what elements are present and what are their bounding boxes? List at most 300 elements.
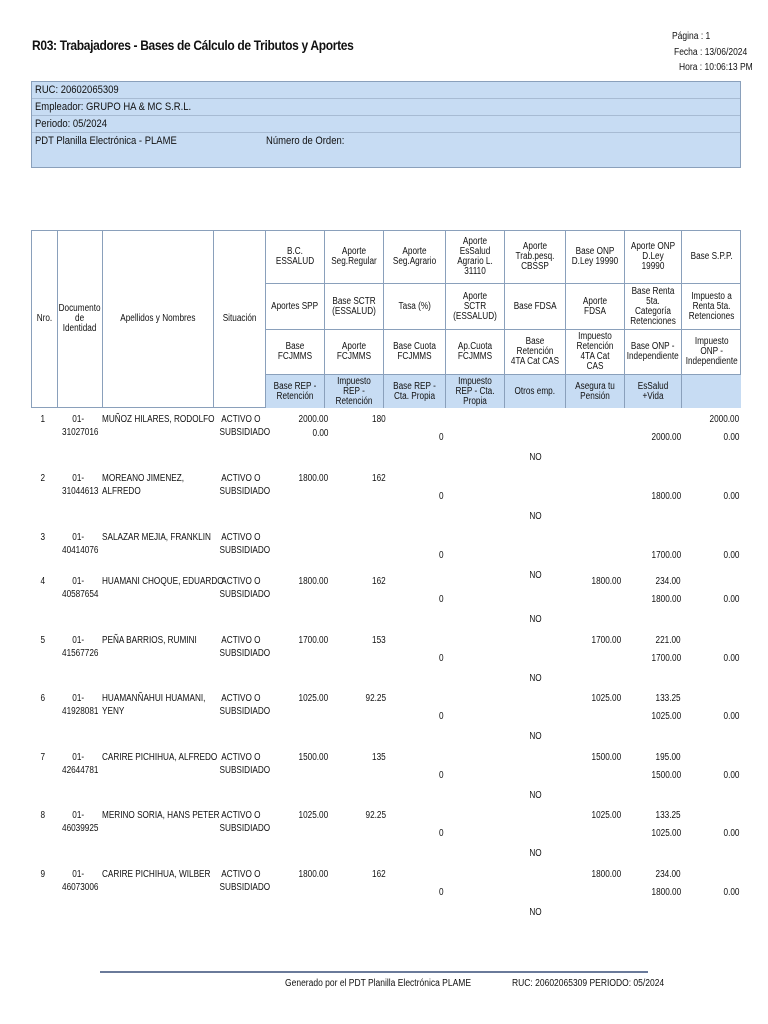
cell-value: 4 xyxy=(40,576,46,587)
cell-base-onp xyxy=(567,693,621,705)
cell-seg-regular xyxy=(334,576,386,588)
page-number: Página : 1 xyxy=(672,31,711,42)
cell-seg-regular xyxy=(334,635,386,647)
cell-doc2 xyxy=(58,427,98,439)
header-row1-col-3 xyxy=(384,231,446,284)
cell-value: 0.00 xyxy=(723,887,739,898)
cell-value: NO xyxy=(528,614,542,625)
footer-divider xyxy=(100,971,648,973)
cell-value: 1500.00 xyxy=(298,752,328,763)
cell-sit1 xyxy=(214,635,268,647)
cell-sit2 xyxy=(214,427,271,439)
header-label: Aporte FCJMMS xyxy=(336,341,372,362)
header-label: Base Retención 4TA Cat CAS xyxy=(510,336,560,367)
report-title: R03: Trabajadores - Bases de Cálculo de Tributos y Aportes xyxy=(32,37,354,53)
cell-nro xyxy=(35,693,51,705)
cell-value: ACTIVO O xyxy=(221,752,261,763)
header-situacion xyxy=(214,231,266,408)
cell-seg-regular xyxy=(334,869,386,881)
cell-nro xyxy=(35,576,51,588)
header-nro-label: Nro. xyxy=(36,313,53,324)
cell-value: 1025.00 xyxy=(298,693,328,704)
header-label: Aporte EsSalud Agrario L. 31110 xyxy=(457,236,493,277)
cell-value: 1800.00 xyxy=(651,594,681,605)
cell-value: 92.25 xyxy=(365,810,386,821)
cell-value: 195.00 xyxy=(655,752,681,763)
cell-value: SUBSIDIADO xyxy=(219,545,271,556)
cell-doc2 xyxy=(58,648,98,660)
cell-doc2 xyxy=(58,486,98,498)
cell-base-onp xyxy=(567,869,621,881)
header-label: Aporte Trab.pesq. CBSSP xyxy=(515,241,555,272)
cell-value: 40414076 xyxy=(62,545,99,556)
cell-value: SUBSIDIADO xyxy=(219,882,271,893)
cell-aporte-onp xyxy=(627,576,681,588)
cell-value: 1025.00 xyxy=(591,810,621,821)
cell-seg-regular xyxy=(334,810,386,822)
cell-value: 0.00 xyxy=(723,711,739,722)
cell-value: NO xyxy=(528,452,542,463)
cell-base-renta5 xyxy=(627,594,681,606)
cell-value: 1800.00 xyxy=(651,491,681,502)
cell-base-spp xyxy=(685,810,739,822)
cell-aportes-spp xyxy=(274,824,328,836)
cell-value: 133.25 xyxy=(655,810,681,821)
header-label: Base FDSA xyxy=(513,300,557,312)
cell-value: CARIRE PICHIHUA, WILBER xyxy=(102,869,211,880)
cell-value: CARIRE PICHIHUA, ALFREDO xyxy=(102,752,218,763)
cell-value: 1700.00 xyxy=(651,550,681,561)
header-label: Otros emp. xyxy=(514,385,556,397)
cell-value: HUAMANI CHOQUE, EDUARDO xyxy=(102,576,224,587)
cell-value: 01- xyxy=(72,532,84,543)
cell-value: 01- xyxy=(72,693,84,704)
cell-imp-renta5 xyxy=(685,711,739,723)
cell-value: 0 xyxy=(439,432,444,443)
cell-value: 1 xyxy=(40,414,46,425)
cell-aportes-spp xyxy=(274,487,328,499)
cell-value: 01- xyxy=(72,414,84,425)
cell-base-spp xyxy=(685,752,739,764)
cell-sit1 xyxy=(214,473,268,485)
cell-value: 153 xyxy=(372,635,386,646)
header-documento xyxy=(58,231,103,408)
cell-value: 3 xyxy=(40,532,46,543)
cell-value: 42644781 xyxy=(62,765,99,776)
cell-doc1 xyxy=(58,869,98,881)
cell-value: 1800.00 xyxy=(591,576,621,587)
cell-aporte-onp xyxy=(627,473,681,485)
cell-value: 1800.00 xyxy=(298,473,328,484)
cell-doc1 xyxy=(58,473,98,485)
cell-base-onp xyxy=(567,810,621,822)
cell-value: 0.00 xyxy=(723,550,739,561)
cell-value: 0 xyxy=(439,770,444,781)
cell-sit1 xyxy=(214,869,268,881)
header-row4-col-4 xyxy=(446,375,505,408)
cell-aporte-onp xyxy=(627,810,681,822)
cell-base-renta5 xyxy=(627,887,681,899)
header-row3-col-4 xyxy=(446,330,505,375)
cell-imp-renta5 xyxy=(685,594,739,606)
cell-tasa xyxy=(396,770,444,782)
cell-value: 1500.00 xyxy=(651,770,681,781)
cell-base-spp xyxy=(685,414,739,426)
cell-nro xyxy=(35,473,51,485)
cell-doc1 xyxy=(58,752,98,764)
cell-value: 8 xyxy=(40,810,46,821)
cell-value: 0.00 xyxy=(723,828,739,839)
cell-tasa xyxy=(396,491,444,503)
cell-base-onp xyxy=(567,473,621,485)
header-label: Impuesto Retención 4TA Cat CAS xyxy=(576,331,614,372)
cell-value: 9 xyxy=(40,869,46,880)
cell-bc-essalud xyxy=(274,576,328,588)
cell-value: 6 xyxy=(40,693,46,704)
cell-aportes-spp xyxy=(274,428,328,440)
cell-bc-essalud xyxy=(274,810,328,822)
cell-value: 1800.00 xyxy=(298,869,328,880)
cell-aporte-onp xyxy=(627,532,681,544)
header-label: Base REP - Cta. Propia xyxy=(393,380,436,402)
cell-value: 0 xyxy=(439,653,444,664)
header-row4-col-2 xyxy=(325,375,384,408)
header-label: Asegura tu Pensión xyxy=(575,380,615,402)
footer-ruc-period: RUC: 20602065309 PERIODO: 05/2024 xyxy=(512,978,665,989)
header-label: B.C. ESSALUD xyxy=(275,246,315,267)
cell-base-onp xyxy=(567,532,621,544)
cell-value: 221.00 xyxy=(655,635,681,646)
header-label: Aporte FDSA xyxy=(582,295,608,317)
cell-value: ACTIVO O xyxy=(221,532,261,543)
header-row1-col-2 xyxy=(325,231,384,284)
cell-bc-essalud xyxy=(274,869,328,881)
cell-seg-regular xyxy=(334,473,386,485)
info-row-ruc xyxy=(32,82,740,99)
cell-otros-emp xyxy=(505,570,565,582)
cell-value: HUAMANÑAHUI HUAMANI, xyxy=(102,693,206,704)
cell-base-renta5 xyxy=(627,491,681,503)
cell-aporte-onp xyxy=(627,414,681,426)
cell-value: MUÑOZ HILARES, RODOLFO xyxy=(102,414,215,425)
cell-value: 1700.00 xyxy=(591,635,621,646)
info-row-period xyxy=(32,116,740,133)
cell-aportes-spp xyxy=(274,546,328,558)
cell-base-spp xyxy=(685,693,739,705)
header-label: Base ONP D.Ley 19990 xyxy=(571,246,619,267)
cell-bc-essalud xyxy=(274,473,328,485)
header-row4-col-8 xyxy=(682,375,741,408)
cell-value: 0.00 xyxy=(312,428,328,439)
cell-value: SUBSIDIADO xyxy=(219,706,271,717)
cell-nro xyxy=(35,752,51,764)
cell-value: NO xyxy=(528,848,542,859)
cell-sit1 xyxy=(214,532,268,544)
header-row2-col-2 xyxy=(325,284,384,330)
cell-value: 1800.00 xyxy=(651,887,681,898)
cell-base-renta5 xyxy=(627,770,681,782)
header-row4-col-7 xyxy=(625,375,682,408)
cell-base-onp xyxy=(567,414,621,426)
cell-bc-essalud xyxy=(274,752,328,764)
header-label: Base ONP - Independiente xyxy=(627,341,680,362)
cell-value: 2 xyxy=(40,473,46,484)
header-label: Aporte SCTR (ESSALUD) xyxy=(453,290,497,322)
cell-value: 31027016 xyxy=(62,427,99,438)
cell-tasa xyxy=(396,432,444,444)
order-number-label: Número de Orden: xyxy=(266,135,345,147)
header-row3-col-3 xyxy=(384,330,446,375)
cell-value: SUBSIDIADO xyxy=(219,427,271,438)
period-text: Periodo: 05/2024 xyxy=(35,118,108,130)
header-row2-col-7 xyxy=(625,284,682,330)
cell-bc-essalud xyxy=(274,414,328,426)
report-date: Fecha : 13/06/2024 xyxy=(674,47,748,58)
cell-value: NO xyxy=(528,907,542,918)
cell-value: 01- xyxy=(72,869,84,880)
cell-value: 1025.00 xyxy=(651,828,681,839)
cell-base-renta5 xyxy=(627,828,681,840)
cell-value: SUBSIDIADO xyxy=(219,765,271,776)
cell-doc2 xyxy=(58,706,98,718)
cell-value: 41928081 xyxy=(62,706,99,717)
cell-tasa xyxy=(396,711,444,723)
cell-sit2 xyxy=(214,823,271,835)
header-label: Impuesto REP - Retención xyxy=(335,375,373,407)
cell-value: 0.00 xyxy=(723,770,739,781)
cell-base-spp xyxy=(685,869,739,881)
cell-aportes-spp xyxy=(274,707,328,719)
pdt-text: PDT Planilla Electrónica - PLAME xyxy=(35,135,177,147)
cell-nro xyxy=(35,869,51,881)
info-row-pdt xyxy=(32,133,740,150)
cell-base-renta5 xyxy=(627,711,681,723)
header-row1-col-7 xyxy=(625,231,682,284)
cell-value: SUBSIDIADO xyxy=(219,589,271,600)
cell-tasa xyxy=(396,887,444,899)
cell-value: 2000.00 xyxy=(298,414,328,425)
cell-value: 31044613 xyxy=(62,486,99,497)
cell-value: SUBSIDIADO xyxy=(219,823,271,834)
cell-value: ALFREDO xyxy=(102,486,141,497)
ruc-text: RUC: 20602065309 xyxy=(35,84,119,96)
header-row3-col-7 xyxy=(625,330,682,375)
cell-otros-emp xyxy=(505,907,565,919)
cell-bc-essalud xyxy=(274,532,328,544)
cell-sit1 xyxy=(214,752,268,764)
cell-value: SALAZAR MEJIA, FRANKLIN xyxy=(102,532,211,543)
cell-imp-renta5 xyxy=(685,770,739,782)
cell-seg-regular xyxy=(334,752,386,764)
cell-base-spp xyxy=(685,576,739,588)
employer-text: Empleador: GRUPO HA & MC S.R.L. xyxy=(35,101,192,113)
cell-tasa xyxy=(396,653,444,665)
cell-value: 0 xyxy=(439,550,444,561)
cell-value: 46073006 xyxy=(62,882,99,893)
cell-value: 0.00 xyxy=(723,432,739,443)
cell-aportes-spp xyxy=(274,883,328,895)
cell-seg-regular xyxy=(334,414,386,426)
cell-otros-emp xyxy=(505,790,565,802)
cell-value: 01- xyxy=(72,752,84,763)
cell-value: NO xyxy=(528,570,542,581)
cell-nro xyxy=(35,635,51,647)
cell-value: 0 xyxy=(439,828,444,839)
cell-aporte-onp xyxy=(627,869,681,881)
cell-aporte-onp xyxy=(627,635,681,647)
header-label: EsSalud +Vida xyxy=(637,380,669,402)
cell-value: ACTIVO O xyxy=(221,635,261,646)
cell-value: ACTIVO O xyxy=(221,414,261,425)
cell-value: 7 xyxy=(40,752,46,763)
cell-base-onp xyxy=(567,752,621,764)
header-label: Ap.Cuota FCJMMS xyxy=(457,341,493,362)
header-label: Impuesto ONP - Independiente xyxy=(685,336,738,367)
cell-doc1 xyxy=(58,414,98,426)
cell-base-renta5 xyxy=(627,550,681,562)
cell-value: SUBSIDIADO xyxy=(219,486,271,497)
cell-sit1 xyxy=(214,414,268,426)
cell-value: ACTIVO O xyxy=(221,473,261,484)
cell-sit2 xyxy=(214,545,271,557)
cell-value: ACTIVO O xyxy=(221,693,261,704)
header-row1-col-8 xyxy=(682,231,741,284)
header-row2-col-4 xyxy=(446,284,505,330)
cell-doc2 xyxy=(58,589,98,601)
cell-value: MOREANO JIMENEZ, xyxy=(102,473,185,484)
cell-doc2 xyxy=(58,545,98,557)
cell-base-onp xyxy=(567,635,621,647)
cell-aportes-spp xyxy=(274,590,328,602)
header-row4-col-6 xyxy=(566,375,625,408)
cell-sit2 xyxy=(214,765,271,777)
header-label: Aporte Seg.Regular xyxy=(331,246,377,267)
header-row2-col-3 xyxy=(384,284,446,330)
info-row-employer xyxy=(32,99,740,116)
cell-value: MERINO SORIA, HANS PETER xyxy=(102,810,220,821)
cell-value: 1025.00 xyxy=(651,711,681,722)
cell-value: 01- xyxy=(72,473,84,484)
cell-sit1 xyxy=(214,693,268,705)
cell-otros-emp xyxy=(505,673,565,685)
cell-value: 162 xyxy=(372,473,386,484)
header-label: Tasa (%) xyxy=(398,300,431,312)
cell-bc-essalud xyxy=(274,693,328,705)
cell-sit2 xyxy=(214,648,271,660)
cell-sit1 xyxy=(214,576,268,588)
cell-imp-renta5 xyxy=(685,432,739,444)
cell-value: 1500.00 xyxy=(591,752,621,763)
header-row3-col-8 xyxy=(682,330,741,375)
header-apellidos-nombres-label: Apellidos y Nombres xyxy=(120,313,196,324)
cell-sit1 xyxy=(214,810,268,822)
cell-value: 0 xyxy=(439,887,444,898)
cell-imp-renta5 xyxy=(685,491,739,503)
cell-value: 46039925 xyxy=(62,823,99,834)
header-label: Aporte Seg.Agrario xyxy=(392,246,437,267)
cell-value: NO xyxy=(528,790,542,801)
header-nro xyxy=(32,231,58,408)
cell-otros-emp xyxy=(505,511,565,523)
cell-value: 0 xyxy=(439,594,444,605)
cell-value: 1025.00 xyxy=(591,693,621,704)
cell-bc-essalud xyxy=(274,635,328,647)
header-row1-col-1 xyxy=(266,231,325,284)
cell-doc1 xyxy=(58,810,98,822)
header-row3-col-5 xyxy=(505,330,566,375)
header-row2-col-8 xyxy=(682,284,741,330)
report-time: Hora : 10:06:13 PM xyxy=(679,62,753,73)
cell-value: 92.25 xyxy=(365,693,386,704)
cell-base-spp xyxy=(685,635,739,647)
cell-base-spp xyxy=(685,532,739,544)
header-row3-col-1 xyxy=(266,330,325,375)
cell-tasa xyxy=(396,594,444,606)
header-label: Base S.P.P. xyxy=(690,251,733,262)
header-row1-col-6 xyxy=(566,231,625,284)
cell-value: 0 xyxy=(439,491,444,502)
cell-aportes-spp xyxy=(274,649,328,661)
header-documento-label: Documento de Identidad xyxy=(59,303,101,334)
footer-generated: Generado por el PDT Planilla Electrónica PLAME xyxy=(285,978,472,989)
cell-sit2 xyxy=(214,589,271,601)
cell-seg-regular xyxy=(334,693,386,705)
header-label: Base SCTR (ESSALUD) xyxy=(332,295,376,317)
cell-value: 0.00 xyxy=(723,653,739,664)
cell-value: 2000.00 xyxy=(709,414,739,425)
cell-value: 135 xyxy=(372,752,386,763)
cell-imp-renta5 xyxy=(685,550,739,562)
cell-aporte-onp xyxy=(627,693,681,705)
cell-seg-regular xyxy=(334,532,386,544)
header-label: Aportes SPP xyxy=(271,300,319,312)
cell-base-renta5 xyxy=(627,653,681,665)
cell-imp-renta5 xyxy=(685,828,739,840)
cell-value: SUBSIDIADO xyxy=(219,648,271,659)
cell-doc2 xyxy=(58,882,98,894)
cell-otros-emp xyxy=(505,614,565,626)
header-label: Base REP - Retención xyxy=(273,380,317,402)
cell-imp-renta5 xyxy=(685,653,739,665)
cell-tasa xyxy=(396,550,444,562)
header-row3-col-2 xyxy=(325,330,384,375)
header-row4-col-1 xyxy=(266,375,325,408)
header-label: Base Cuota FCJMMS xyxy=(393,341,436,362)
header-situacion-label: Situación xyxy=(222,313,257,324)
cell-value: 01- xyxy=(72,635,84,646)
cell-nro xyxy=(35,414,51,426)
cell-value: 01- xyxy=(72,576,84,587)
cell-doc2 xyxy=(58,823,98,835)
header-row2-col-1 xyxy=(266,284,325,330)
cell-doc1 xyxy=(58,576,98,588)
cell-value: 01- xyxy=(72,810,84,821)
cell-nro xyxy=(35,532,51,544)
cell-value: 2000.00 xyxy=(651,432,681,443)
cell-value: 1025.00 xyxy=(298,810,328,821)
cell-doc1 xyxy=(58,532,98,544)
cell-otros-emp xyxy=(505,452,565,464)
cell-value: 0.00 xyxy=(723,594,739,605)
cell-value: 0 xyxy=(439,711,444,722)
header-row3-col-6 xyxy=(566,330,625,375)
header-label: Base FCJMMS xyxy=(277,341,313,362)
cell-value: ACTIVO O xyxy=(221,810,261,821)
cell-value: 1800.00 xyxy=(591,869,621,880)
cell-base-onp xyxy=(567,576,621,588)
cell-value: 162 xyxy=(372,869,386,880)
cell-value: 180 xyxy=(372,414,386,425)
